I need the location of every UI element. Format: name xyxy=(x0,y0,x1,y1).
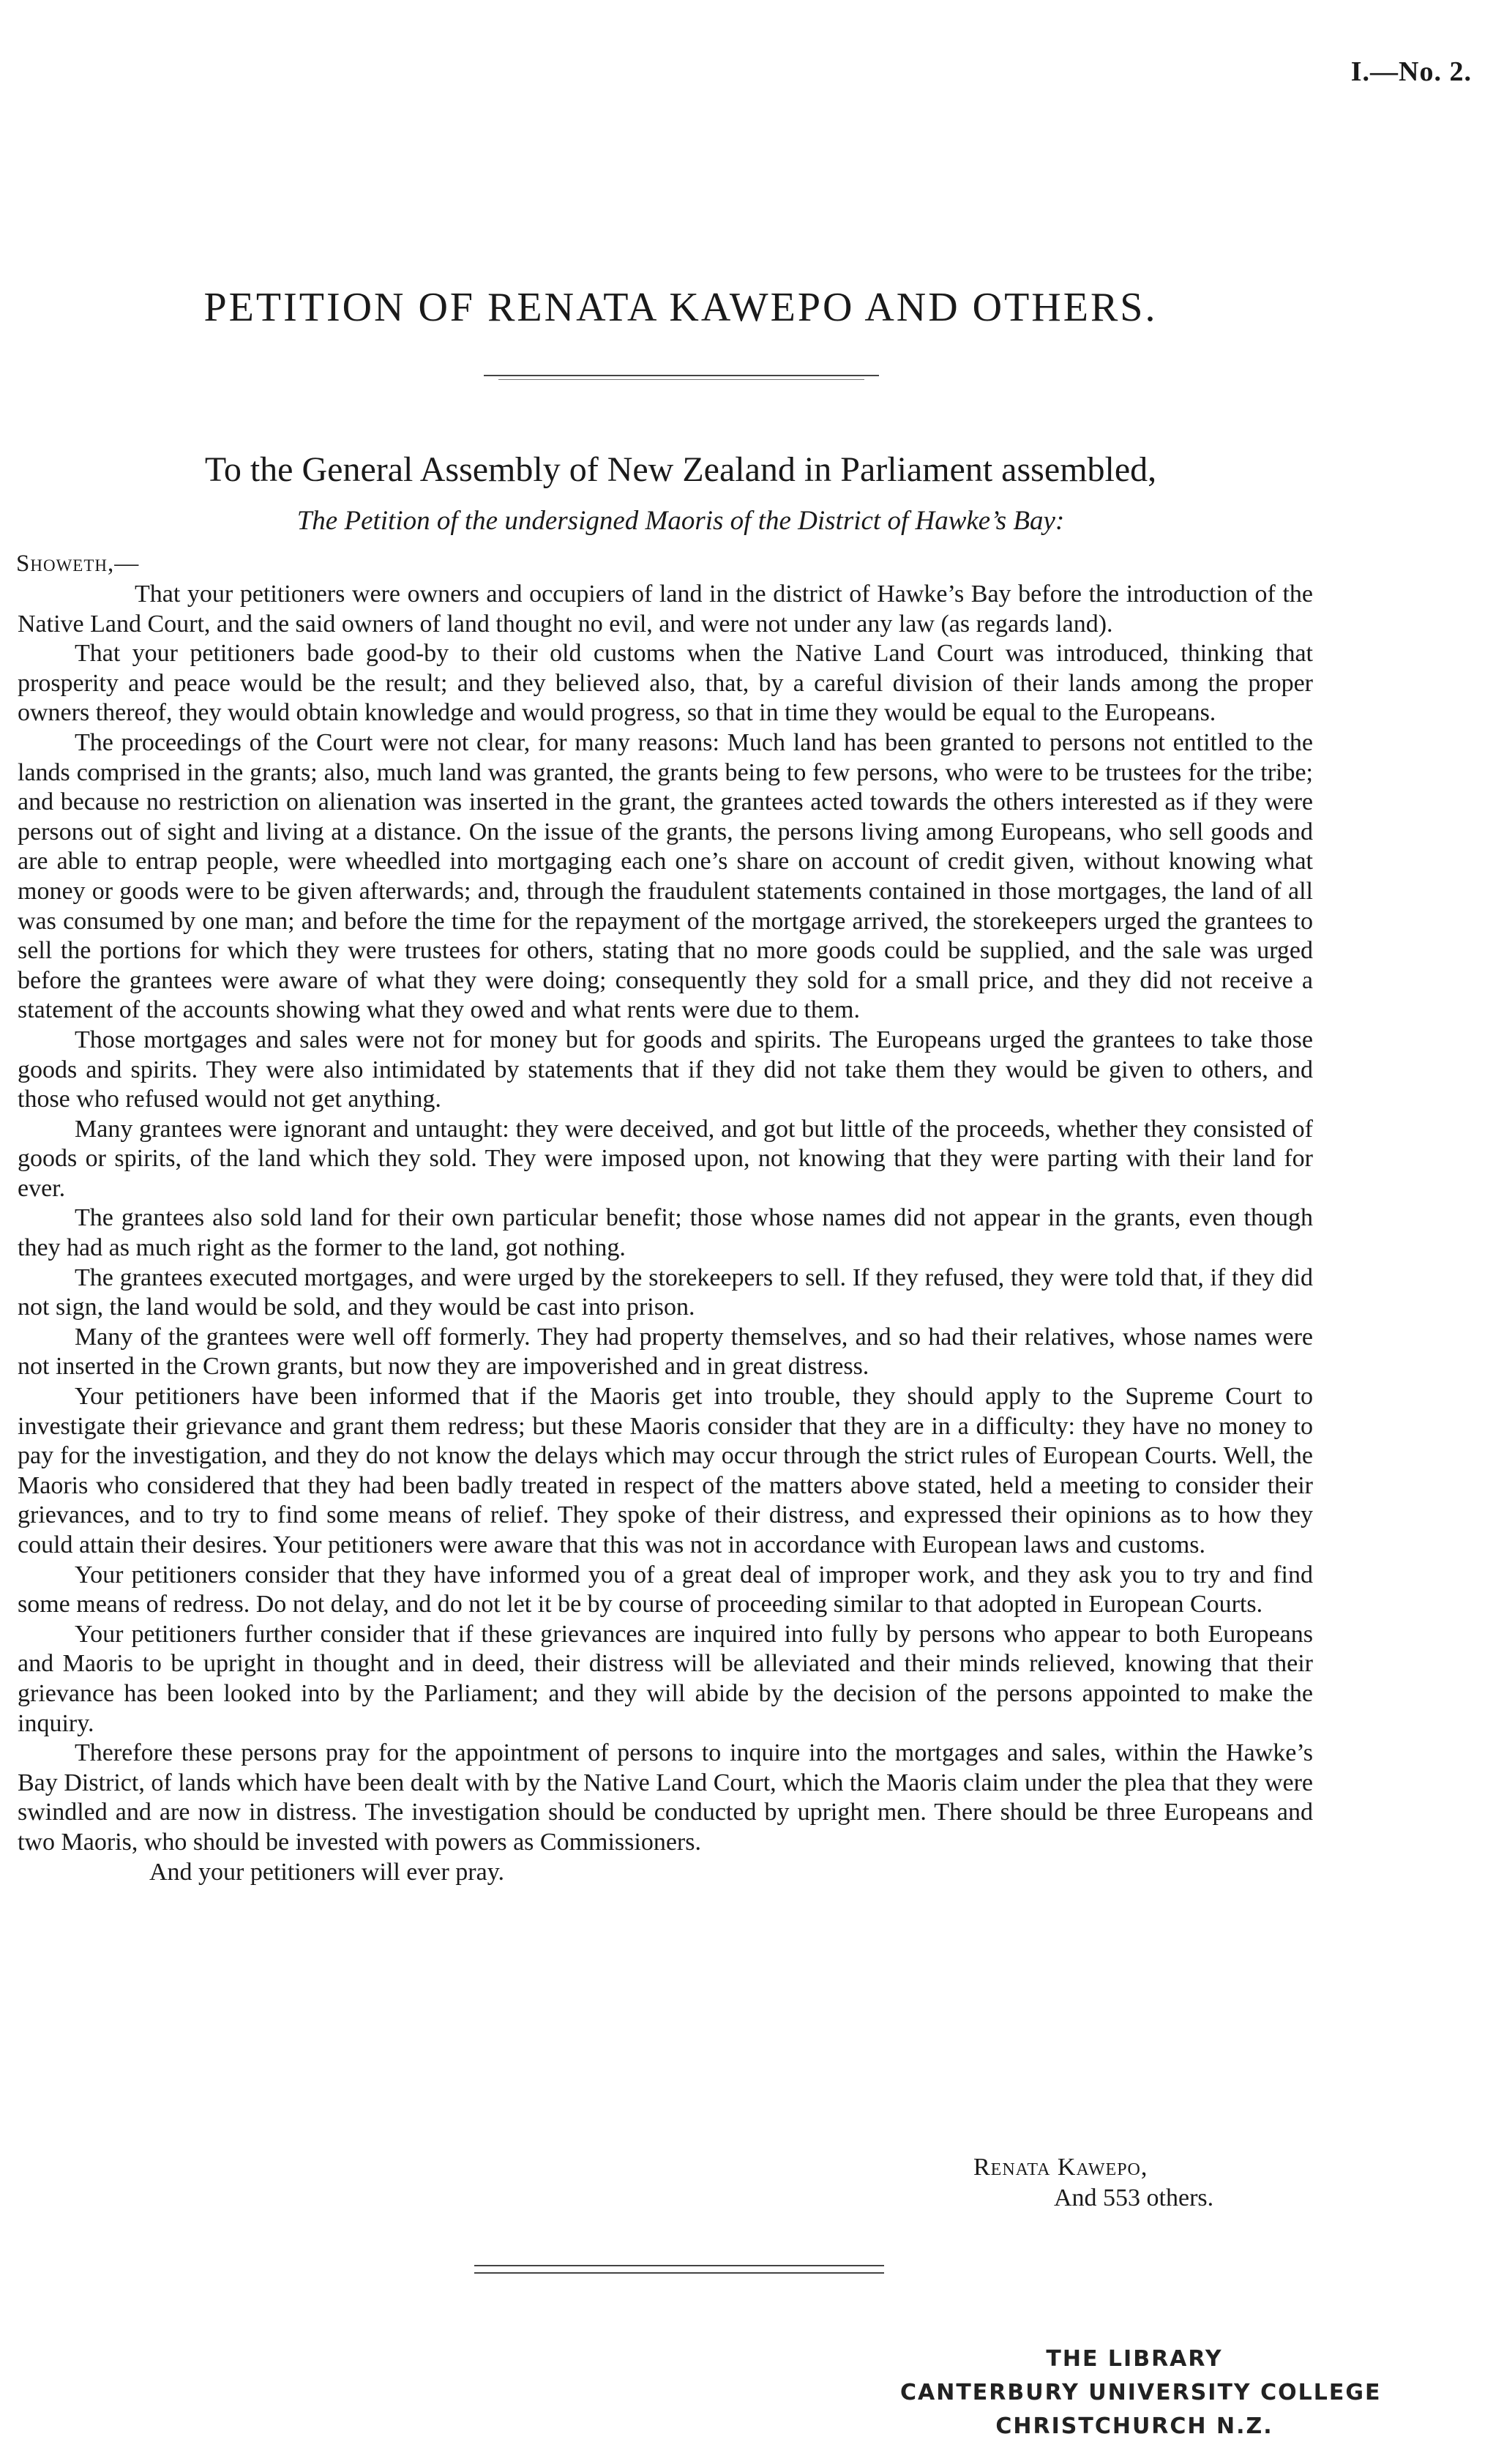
paragraph: Your petitioners consider that they have informed you of a great deal of improper work, and they ask you to try and find some means of redress. Do not delay, and do not let it be by course of proceeding similar to that adopted in European Courts. xyxy=(18,1561,1313,1619)
paragraph: Your petitioners have been informed that if the Maoris get into trouble, they should apply to the Supreme Court to investigate their grievance and grant them redress; but these Maoris consider that they are in a difficulty: they have no money to pay for the investigation, and they do not know the delays which may occur through the strict rules of European Courts. Well, the Maoris who considered that they had been badly treated in respect of the matters above stated, held a meeting to consider their grievances, and to try to find some means of relief. They spoke of their distress, and expressed their opinions as to how they could attain their desires. Your petitioners were aware that this was not in accordance with European laws and customs. xyxy=(18,1383,1313,1558)
petition-address: To the General Assembly of New Zealand in Parliament assembled, xyxy=(204,450,1157,489)
signatory-name: Renata Kawepo, xyxy=(973,2154,1148,2181)
petition-subaddress: The Petition of the undersigned Maoris of the District of Hawke’s Bay: xyxy=(296,506,1065,536)
end-divider-secondary xyxy=(474,2272,884,2274)
petition-body xyxy=(18,580,1313,1887)
library-stamp xyxy=(900,2342,1382,2444)
signatory-count: And 553 others. xyxy=(1054,2184,1214,2211)
opening-word: Showeth,— xyxy=(16,550,140,577)
paragraph: Therefore these persons pray for the appointment of persons to inquire into the mortgages and sales, within the Hawke’s Bay District, of lands which have been dealt with by the Native Land Court, which the Maoris claim under the plea that they were swindled and are now in distress. The investigation should be conducted by upright men. There should be three Europeans and two Maoris, who should be invested with powers as Commissioners. xyxy=(18,1739,1313,1856)
paragraph: The grantees also sold land for their own particular benefit; those whose names did not appear in the grants, even though they had as much right as the former to the land, got nothing. xyxy=(18,1204,1313,1262)
stamp-line: CANTERBURY UNIVERSITY COLLEGE xyxy=(900,2380,1382,2405)
closing-prayer: And your petitioners will ever pray. xyxy=(149,1858,504,1886)
paragraph: That your petitioners bade good-by to their old customs when the Native Land Court was introduced, thinking that prosperity and peace would be the result; and they believed also, that, by a careful division of their lands among the proper owners thereof, they would obtain knowledge and would progress, so that in time they would be equal to the Europeans. xyxy=(18,640,1313,727)
paragraph: Those mortgages and sales were not for money but for goods and spirits. The Europeans urged the grantees to take those goods and spirits. They were also intimidated by statements that if they did not take them they would be given to others, and those who refused would not get anything. xyxy=(18,1026,1313,1113)
signature-block xyxy=(973,2152,1213,2214)
paragraph: Many grantees were ignorant and untaught: they were deceived, and got but little of the proceeds, whether they consisted of goods or spirits, of the land which they sold. They were imposed upon, not knowing that they were parting with their land for ever. xyxy=(18,1115,1313,1202)
title-divider-secondary xyxy=(498,379,864,380)
petition-title: PETITION OF RENATA KAWEPO AND OTHERS. xyxy=(203,285,1158,330)
document-reference: I.—No. 2. xyxy=(1350,56,1472,87)
paragraph: That your petitioners were owners and occupiers of land in the district of Hawke’s Bay before the introduction of the Native Land Court, and the said owners of land thought no evil, and were not under any law (as regards land). xyxy=(18,580,1313,638)
stamp-line: THE LIBRARY xyxy=(1046,2346,1223,2372)
paragraph: Many of the grantees were well off formerly. They had property themselves, and so had their relatives, whose names were not inserted in the Crown grants, but now they are impoverished and in great distress. xyxy=(18,1323,1313,1381)
stamp-line: CHRISTCHURCH N.Z. xyxy=(995,2413,1273,2439)
end-divider xyxy=(474,2265,884,2266)
title-divider xyxy=(484,375,879,376)
paragraph: The proceedings of the Court were not clear, for many reasons: Much land has been granted to persons not entitled to the lands comprised in the grants; also, much land was granted, the grants being to few persons, who were to be trustees for the tribe; and because no restriction on alienation was inserted in the grant, the grantees acted towards the others interested as if they were persons out of sight and living at a distance. On the issue of the grants, the persons living among Europeans, who sell goods and are able to entrap people, were wheedled into mortgaging each one’s share on account of credit given, without knowing what money or goods were to be given afterwards; and, through the fraudulent statements contained in those mortgages, the land of all was consumed by one man; and before the time for the repayment of the mortgage arrived, the storekeepers urged the grantees to sell the portions for which they were trustees for others, stating that no more goods could be supplied, and the sale was urged before the grantees were aware of what they were doing; consequently they sold for a small price, and they did not receive a statement of the accounts showing what they owed and what rents were due to them. xyxy=(18,728,1313,1024)
paragraph: The grantees executed mortgages, and were urged by the storekeepers to sell. If they refused, they were told that, if they did not sign, the land would be sold, and they would be cast into prison. xyxy=(18,1263,1313,1321)
paragraph: Your petitioners further consider that if these grievances are inquired into fully by persons who appear to both Europeans and Maoris to be upright in thought and in deed, their distress will be alleviated and their minds relieved, knowing that their grievance has been looked into by the Parliament; and they will abide by the decision of the persons appointed to make the inquiry. xyxy=(18,1620,1313,1737)
